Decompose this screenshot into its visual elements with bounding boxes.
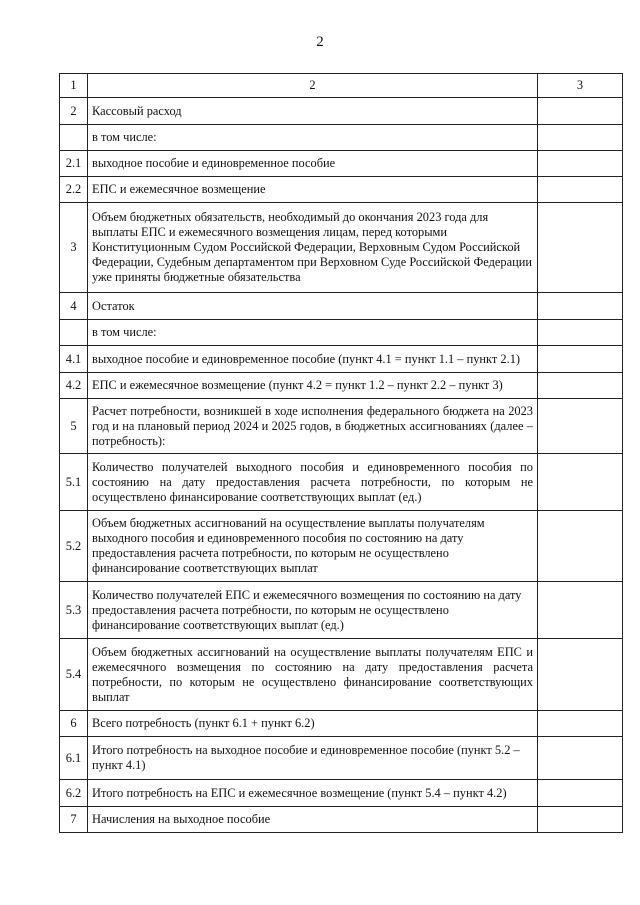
- row-text: Расчет потребности, возникшей в ходе исполнения федерального бюджета на 2023 год и на плановый период 2024 и 2025 годов, в бюджетных ассигнованиях (далее – потребность):: [88, 399, 538, 454]
- row-value: [538, 346, 623, 373]
- row-text: Начисления на выходное пособие: [88, 807, 538, 833]
- row-text: Количество получателей ЕПС и ежемесячного возмещения по состоянию на дату предоставления расчета потребности, по которым не осуществлено финансирование соответствующих выплат (ед.): [88, 582, 538, 639]
- row-number: 5.4: [60, 639, 88, 711]
- row-text: в том числе:: [88, 125, 538, 151]
- header-cell-1: 1: [60, 74, 88, 98]
- row-number: 4.2: [60, 373, 88, 399]
- table-row: [60, 177, 623, 203]
- row-number: 5.3: [60, 582, 88, 639]
- row-text: Объем бюджетных ассигнований на осуществление выплаты получателям ЕПС и ежемесячного возмещения по состоянию на дату предоставления расчета потребности, по которым не осуществлено финансирование соответствующих выплат: [88, 639, 538, 711]
- table-row: [60, 346, 623, 373]
- row-value: [538, 454, 623, 511]
- row-value: [538, 151, 623, 177]
- table-row: [60, 98, 623, 125]
- table-header-row: [60, 74, 623, 98]
- row-number: 4: [60, 293, 88, 320]
- document-table: [59, 73, 623, 833]
- row-number: 7: [60, 807, 88, 833]
- row-number: 6.1: [60, 737, 88, 780]
- row-text: ЕПС и ежемесячное возмещение (пункт 4.2 = пункт 1.2 – пункт 2.2 – пункт 3): [88, 373, 538, 399]
- row-number: 2.1: [60, 151, 88, 177]
- row-number: 3: [60, 203, 88, 293]
- row-value: [538, 373, 623, 399]
- row-value: [538, 177, 623, 203]
- row-number: 6: [60, 711, 88, 737]
- row-number: 2: [60, 98, 88, 125]
- header-cell-3: 3: [538, 74, 623, 98]
- row-value: [538, 711, 623, 737]
- row-value: [538, 582, 623, 639]
- table-row: [60, 373, 623, 399]
- row-text: выходное пособие и единовременное пособие: [88, 151, 538, 177]
- row-number: 5.1: [60, 454, 88, 511]
- table-row: [60, 293, 623, 320]
- row-text: в том числе:: [88, 320, 538, 346]
- row-text: Остаток: [88, 293, 538, 320]
- row-text: ЕПС и ежемесячное возмещение: [88, 177, 538, 203]
- row-number: 5.2: [60, 511, 88, 582]
- table-row: [60, 399, 623, 454]
- row-number: 5: [60, 399, 88, 454]
- row-value: [538, 807, 623, 833]
- row-value: [538, 737, 623, 780]
- table-row: [60, 511, 623, 582]
- row-number: 2.2: [60, 177, 88, 203]
- row-number: [60, 125, 88, 151]
- page-number: 2: [316, 34, 324, 50]
- header-cell-2: 2: [88, 74, 538, 98]
- table-row: [60, 203, 623, 293]
- table-row: [60, 780, 623, 807]
- row-text: выходное пособие и единовременное пособие (пункт 4.1 = пункт 1.1 – пункт 2.1): [88, 346, 538, 373]
- table-row: [60, 320, 623, 346]
- row-text: Всего потребность (пункт 6.1 + пункт 6.2): [88, 711, 538, 737]
- row-number: [60, 320, 88, 346]
- table-row: [60, 711, 623, 737]
- table-row: [60, 454, 623, 511]
- row-text: Объем бюджетных обязательств, необходимый до окончания 2023 года для выплаты ЕПС и ежемесячного возмещения лицам, перед которыми Конституционным Судом Российской Федерации, Верховным Судом Российской Федерации, Судебным департаментом при Верховном Суде Российской Федерации уже приняты бюджетные обязательства: [88, 203, 538, 293]
- row-text: Количество получателей выходного пособия и единовременного пособия по состоянию на дату предоставления расчета потребности, по которым не осуществлено финансирование соответствующих выплат (ед.): [88, 454, 538, 511]
- table-row: [60, 807, 623, 833]
- row-value: [538, 511, 623, 582]
- row-value: [538, 98, 623, 125]
- row-text: Объем бюджетных ассигнований на осуществление выплаты получателям выходного пособия и единовременного пособия по состоянию на дату предоставления расчета потребности, по которым не осуществлено финансирование соответствующих выплат: [88, 511, 538, 582]
- row-value: [538, 320, 623, 346]
- row-text: Итого потребность на выходное пособие и единовременное пособие (пункт 5.2 – пункт 4.1): [88, 737, 538, 780]
- row-text: Кассовый расход: [88, 98, 538, 125]
- row-number: 4.1: [60, 346, 88, 373]
- row-value: [538, 293, 623, 320]
- table-row: [60, 582, 623, 639]
- table-row: [60, 125, 623, 151]
- row-value: [538, 125, 623, 151]
- row-value: [538, 203, 623, 293]
- row-value: [538, 780, 623, 807]
- table-row: [60, 737, 623, 780]
- table-row: [60, 639, 623, 711]
- row-value: [538, 639, 623, 711]
- row-value: [538, 399, 623, 454]
- row-number: 6.2: [60, 780, 88, 807]
- table-row: [60, 151, 623, 177]
- row-text: Итого потребность на ЕПС и ежемесячное возмещение (пункт 5.4 – пункт 4.2): [88, 780, 538, 807]
